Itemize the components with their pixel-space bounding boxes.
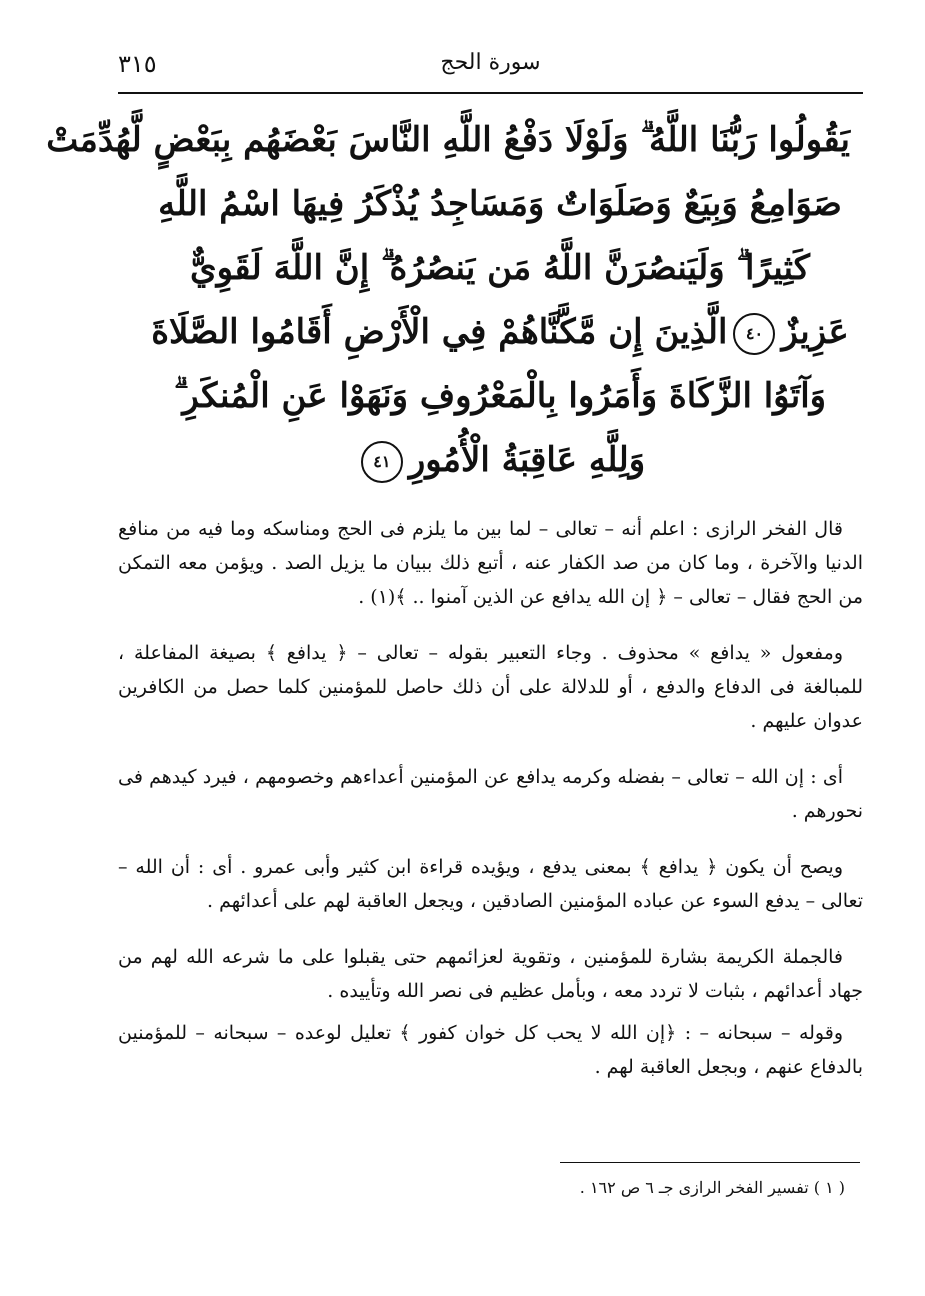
commentary-paragraph: ومفعول « يدافع » محذوف . وجاء التعبير بقوله – تعالى – ﴿ يدافع ﴾ بصيغة المفاعلة ، للمبالغة فى الدفاع والدفع ، أو للدلالة على أن ذلك حاصل للمؤمنين كلما حصل من الكافرين عدوان عليهم . bbox=[118, 642, 863, 732]
verse-line bbox=[150, 236, 850, 300]
verse-text: وَلِلَّهِ عَاقِبَةُ الْأُمُورِ bbox=[408, 440, 646, 480]
quran-verse-block bbox=[46, 108, 850, 492]
commentary-text bbox=[118, 512, 863, 1106]
verse-line bbox=[150, 300, 850, 364]
commentary-paragraph: أى : إن الله – تعالى – بفضله وكرمه يدافع عن المؤمنين أعداءهم وخصومهم ، فيرد كيدهم فى نحورهم . bbox=[118, 766, 863, 822]
page-header bbox=[118, 40, 863, 94]
verse-line bbox=[150, 364, 850, 428]
ayah-number-marker: ٤١ bbox=[361, 441, 403, 483]
commentary-paragraph: فالجملة الكريمة بشارة للمؤمنين ، وتقوية لعزائمهم حتى يقبلوا على ما شرعه الله لهم من جهاد أعدائهم ، بثبات لا تردد معه ، وبأمل عظيم فى نصر الله وتأييده . bbox=[118, 946, 863, 1002]
verse-text: كَثِيرًا ۗ وَلَيَنصُرَنَّ اللَّهُ مَن يَنصُرُهُ ۗ إِنَّ اللَّهَ لَقَوِيٌّ bbox=[190, 248, 810, 288]
commentary-paragraph: ويصح أن يكون ﴿ يدافع ﴾ بمعنى يدفع ، ويؤيده قراءة ابن كثير وأبى عمرو . أى : أن الله – تعالى – يدفع السوء عن عباده المؤمنين الصادقين ، ويجعل العاقبة لهم على أعدائهم . bbox=[118, 856, 863, 912]
verse-line bbox=[46, 108, 850, 172]
verse-text: الَّذِينَ إِن مَّكَّنَّاهُمْ فِي الْأَرْضِ أَقَامُوا الصَّلَاةَ bbox=[151, 312, 728, 352]
ayah-number-marker: ٤٠ bbox=[733, 313, 775, 355]
footnote: ( ١ ) تفسير الفخر الرازى جـ ٦ ص ١٦٢ . bbox=[579, 1178, 845, 1197]
verse-text: وَآتَوُا الزَّكَاةَ وَأَمَرُوا بِالْمَعْرُوفِ وَنَهَوْا عَنِ الْمُنكَرِ ۗ bbox=[173, 376, 827, 416]
verse-line bbox=[150, 172, 850, 236]
commentary-paragraph: قال الفخر الرازى : اعلم أنه – تعالى – لما بين ما يلزم فى الحج ومناسكه وما فيه من منافع الدنيا والآخرة ، وما كان من صد الكفار عنه ، أتبع ذلك ببيان ما يزيل الصد . ويؤمن معه التمكن من الحج فقال – تعالى – ﴿ إن الله يدافع عن الذين آمنوا .. ﴾(١) . bbox=[118, 518, 863, 608]
verse-line bbox=[150, 428, 850, 492]
verse-text: يَقُولُوا رَبُّنَا اللَّهُ ۗ وَلَوْلَا دَفْعُ اللَّهِ النَّاسَ بَعْضَهُم بِبَعْضٍ لَّهُدِّمَتْ bbox=[46, 120, 850, 160]
verse-text: صَوَامِعُ وَبِيَعٌ وَصَلَوَاتٌ وَمَسَاجِدُ يُذْكَرُ فِيهَا اسْمُ اللَّهِ bbox=[158, 184, 842, 224]
surah-title: سورة الحج bbox=[440, 50, 541, 75]
verse-text: عَزِيزٌ bbox=[781, 312, 849, 352]
footnote-divider bbox=[560, 1162, 860, 1163]
page-number: ٣١٥ bbox=[118, 50, 157, 78]
commentary-paragraph: وقوله – سبحانه – : ﴿إن الله لا يحب كل خوان كفور ﴾ تعليل لوعده – سبحانه – للمؤمنين بالدفاع عنهم ، وبجعل العاقبة لهم . bbox=[118, 1022, 863, 1078]
